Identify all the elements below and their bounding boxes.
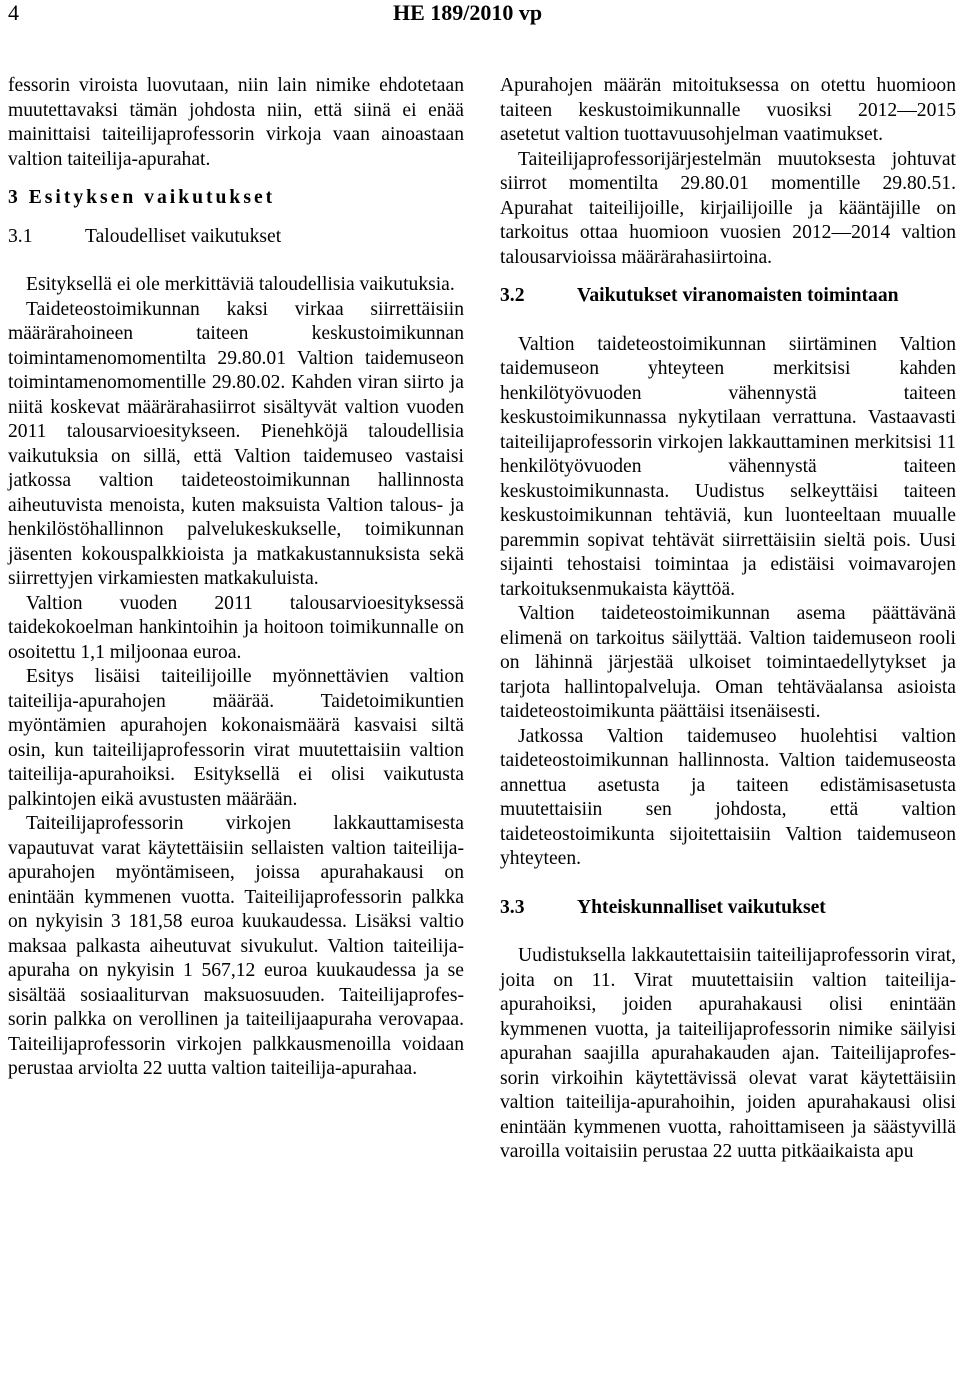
section-number: 3.2 [500,285,525,306]
section-title: Taloudelliset vaikutukset [85,225,282,247]
paragraph: Jatkossa Valtion taidemuseo huolehtisi valtion taideteostoimikunnan hallinnosta. Valtion taidemuseosta annettua asetusta ja taiteen edistämisasetusta muutettaisiin sen johdosta, että valtion taideteostoimikunta sijoitettaisiin Valtion taidemuseon yhteyteen. [500,725,956,869]
section-heading-3-1 [8,225,464,250]
chapter-number: 3 [8,187,21,208]
document-id: HE 189/2010 vp [393,0,543,25]
paragraph: fessorin viroista luovutaan, niin lain nimike ehdotetaan muutettavaksi tämän johdosta niin, että siinä ei enää mainittaisi taiteilijaprofessorin virkoja vaan ainoastaan valtion taiteilija-apurahat. [8,75,464,170]
section-title: Yhteiskunnalliset vaikutukset [577,896,826,918]
section-heading-3-2 [500,284,956,309]
paragraph: Esityksellä ei ole merkittäviä taloudellisia vaikutuksia. [26,274,455,295]
left-column [8,74,464,1082]
chapter-title: Esityksen vaikutukset [28,187,276,208]
paragraph: Taiteilijaprofessorijärjestelmän muutoksesta johtuvat siirrot momentilta 29.80.01 momentille 29.80.51. Apurahat taiteilijoille, kirjailijoille ja kääntäjille on tarkoitus ottaa huomioon vuosien 2012—2014 valtion talousarvioissa määrärahasiirtoina. [500,148,956,268]
paragraph: Valtion vuoden 2011 talousarvioesityksessä taidekokoelman hankintoihin ja hoitoon toimikunnalle on osoitettu 1,1 miljoonaa euroa. [8,592,464,663]
paragraph: Apurahojen määrän mitoituksessa on otettu huomioon taiteen keskustoimikunnalle vuosiksi 2012—2015 asetetut valtion tuottavuusohjelman vaatimukset. [500,75,956,145]
page-number: 4 [8,0,19,25]
chapter-heading [8,186,464,211]
paragraph: Valtion taideteostoimikunnan siirtäminen Valtion taidemuseon yhteyteen merkitsisi kahden henkilötyövuoden vähennystä taiteen keskustoimikunnassa nykytilaan verrattuna. Vastaavasti taiteilijaprofessorin virkojen lakkauttaminen merkitsisi 11 henkilötyövuoden vähennystä taiteen keskustoimikunnasta. Uudistus selkeyttäisi taiteen keskustoimikunnan tehtäviä, kun luonteeltaan muualle paremmin sopivat tehtävät siirrettäisiin sieltä pois. Uusi sijainti tehostaisi toimintaa ja edistäisi voimavarojen tarkoituksenmukaista käyttöä. [500,333,956,600]
paragraph: Taideteostoimikunnan kaksi virkaa siirrettäisiin määrärahoineen taiteen keskustoimikunnan toimintamenomomentilta 29.80.01 Valtion taidemuseon toimintamenomomentille 29.80.02. Kahden viran siirto ja niitä koskevat määrärahasiirrot sisältyvät valtion vuoden 2011 talousarvioesitykseen. Pienehköjä taloudellisia vaikutuksia on sillä, että Valtion taidemuseo vastaisi jatkossa valtion taideteostoimikunnan hallinnosta aiheutuvista menoista, kuten maksuista Valtion talous- ja henkilöstöhallinnon palvelukeskukselle, toimikunnan jäsenten kokouspalkkioista ja matkakustannuksista sekä siirrettyjen virkamiesten matkakuluista. [8,298,464,589]
paragraph: Esitys lisäisi taiteilijoille myönnettävien valtion taiteilija-apurahojen määrää. Taidetoimikuntien myöntämien apurahojen kokonaismäärä kasvaisi siltä osin, kun taiteilijaprofessorin virat muutettaisiin valtion taiteilija-apurahoiksi. Esityksellä ei olisi vaikutusta palkintojen eikä avustusten määrään. [8,666,464,810]
section-number: 3.1 [8,225,33,247]
paragraph: Uudistuksella lakkautettaisiin taiteilijaprofessorin virat, joita on 11. Virat muutettaisiin valtion taiteilija-apurahoiksi, joiden apurahakausi olisi enintään kymmenen vuotta, ja taiteilijaprofessorin nimike säilyisi apurahan saajilla apurahakauden ajan. Taiteilijaprofessorin virkoihin käytettävissä olevat varat käytettäisiin valtion taiteilija-apurahoihin, joiden apurahakausi olisi enintään kymmenen vuotta, rahoittamiseen ja säästyvillä varoilla voitaisiin perustaa 22 uutta pitkäaikaista apu [500,945,956,1162]
right-column [500,74,956,1165]
section-number: 3.3 [500,896,525,918]
paragraph: Valtion taideteostoimikunnan asema päättävänä elimenä on tarkoitus säilyttää. Valtion taidemuseon rooli on lähinnä järjestää ulkoiset toimintaedellytykset ja tarjota hallintopalveluja. Oman tehtäväalansa asioista taideteostoimikunta päättäisi itsenäisesti. [500,603,956,722]
section-heading-3-3 [500,896,956,921]
section-title: Vaikutukset viranomaisten toimintaan [577,285,899,306]
paragraph: Taiteilijaprofessorin virkojen lakkauttamisesta vapautuvat varat käytettäisiin sellaisten valtion taiteilija-apurahojen myöntämiseen, joissa apurahakausi on enintään kymmenen vuotta. Taiteilijaprofessorin palkka on nykyisin 3 181,58 euroa kuukaudessa. Lisäksi valtio maksaa palkasta aiheutuvat sivukulut. Valtion taiteilija-apuraha on nykyisin 1 567,12 euroa kuukaudessa ja se sisältää sosiaaliturvan maksuosuuden. Taiteilijaprofessorin palkka on verollinen ja taiteilijaapuraha verovapaa. Taiteilijaprofessorin virkojen palkkausmenoilla voidaan perustaa arviolta 22 uutta valtion taiteilija-apurahaa. [8,813,464,1079]
